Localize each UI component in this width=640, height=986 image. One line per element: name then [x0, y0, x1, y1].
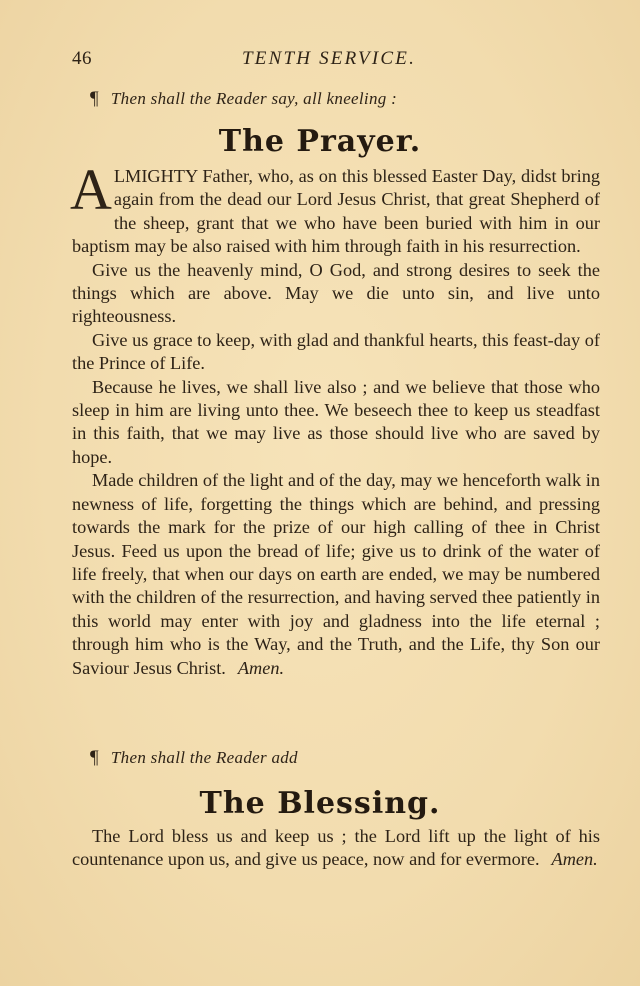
blessing-body	[72, 825, 600, 872]
rubric-kneeling	[90, 88, 397, 110]
prayer-opening-text: LMIGHTY Father, who, as on this blessed Easter Day, didst bring again from the dead our Lord Jesus Christ, that great Shepherd of the sheep, grant that we who have been buried with him in our baptism may be also raised with him through faith in his resurrection.	[72, 166, 600, 257]
prayer-final-text: Made children of the light and of the day, may we henceforth walk in newness of life, forgetting the things which are behind, and pressing towards the mark for the prize of our high calling of thee in Christ Jesus. Feed us upon the bread of life; give us to drink of the water of life freely, that when our days on earth are ended, we may be numbered with the children of the resurrection, and having served thee patiently in this world may enter with joy and gladness into the life eternal ; through him who is the Way, and the Truth, and the Life, thy Son our Saviour Jesus Christ.	[72, 470, 600, 678]
rubric-kneeling-text: Then shall the Reader say, all kneeling :	[110, 89, 398, 108]
running-head: TENTH SERVICE.	[242, 48, 417, 69]
prayer-paragraph: Because he lives, we shall live also ; and we believe that those who sleep in him are living unto thee. We beseech thee to keep us steadfast in this faith, that we may live as those should live who are saved by hope.	[72, 376, 600, 467]
pilcrow-icon: ¶	[90, 88, 99, 109]
blessing-amen: Amen.	[551, 849, 598, 870]
blessing-paragraph	[72, 825, 600, 872]
prayer-paragraph: Give us the heavenly mind, O God, and strong desires to seek the things which are above. May we die unto sin, and live unto righteousness.	[72, 259, 600, 327]
prayer-body	[70, 157, 600, 680]
page-number: 46	[72, 48, 92, 69]
prayer-opening-paragraph	[70, 157, 600, 259]
drop-cap: A	[70, 157, 112, 222]
prayer-title: The Prayer.	[218, 124, 422, 159]
blessing-title: The Blessing.	[199, 786, 441, 821]
rubric-add-text: Then shall the Reader add	[110, 748, 298, 767]
rubric-add	[90, 747, 298, 769]
pilcrow-icon: ¶	[90, 747, 99, 768]
page-header	[72, 48, 632, 74]
prayer-paragraph: Give us grace to keep, with glad and thankful hearts, this feast-day of the Prince of Life.	[72, 329, 600, 374]
prayer-final-paragraph	[72, 469, 600, 680]
blessing-text: The Lord bless us and keep us ; the Lord lift up the light of his countenance upon us, and give us peace, now and for evermore.	[72, 826, 600, 870]
prayer-amen: Amen.	[237, 657, 285, 678]
